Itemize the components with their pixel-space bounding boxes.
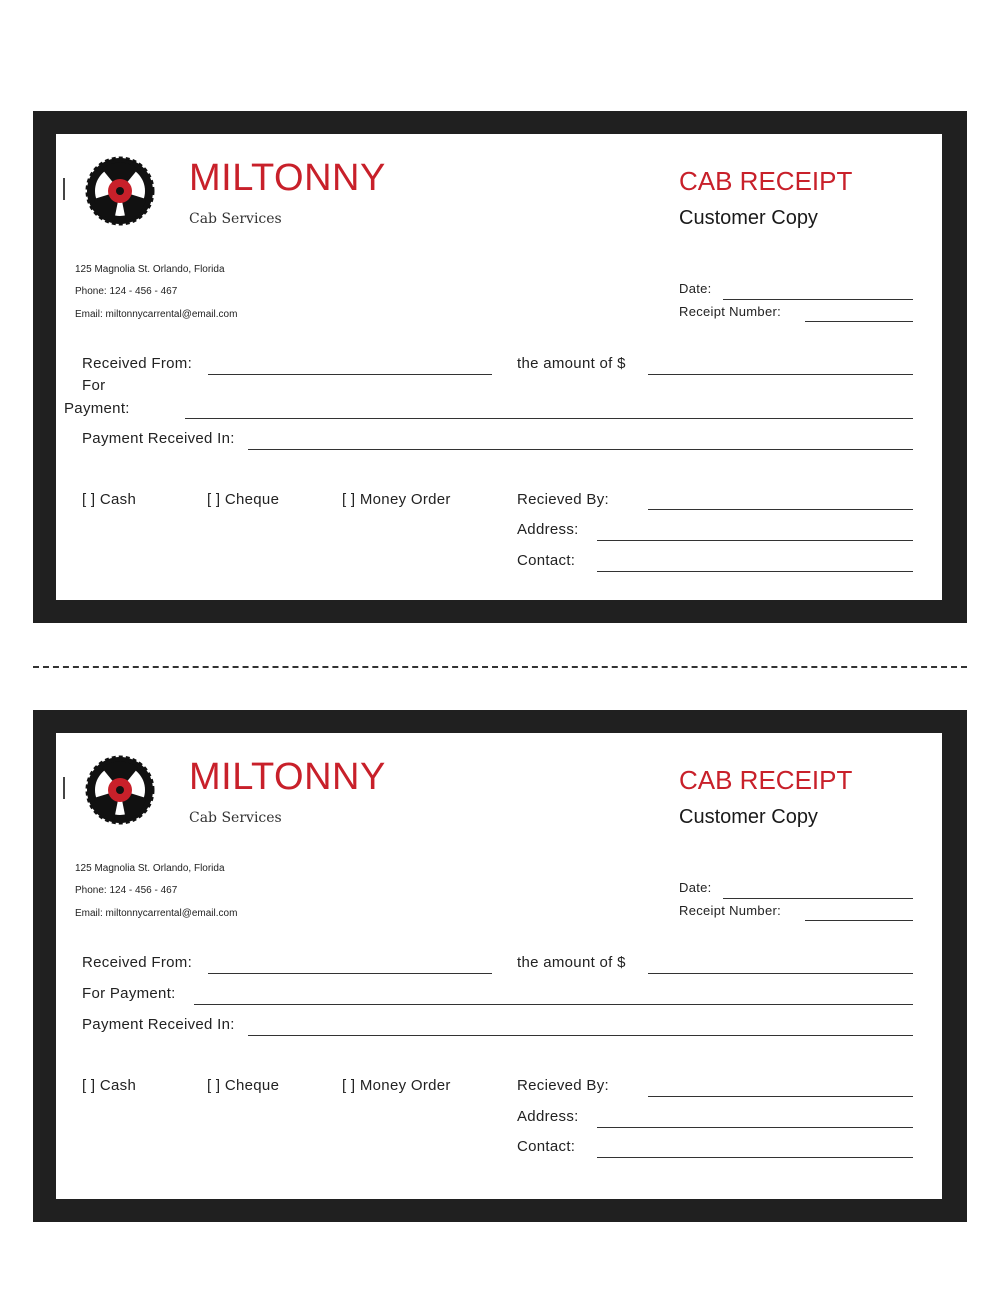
receipt-title: CAB RECEIPT — [679, 765, 853, 795]
company-name: MILTONNY — [189, 756, 386, 798]
amount-label: the amount of $ — [517, 355, 626, 372]
for-payment-label-line1: For — [82, 377, 106, 394]
contact-field[interactable] — [597, 1157, 913, 1158]
received-by-field[interactable] — [648, 509, 913, 510]
receipt-number-label: Receipt Number: — [679, 903, 782, 918]
copy-label: Customer Copy — [679, 207, 818, 229]
option-cheque[interactable]: [ ] Cheque — [207, 491, 280, 508]
receipt-title: CAB RECEIPT — [679, 166, 853, 196]
option-money-order[interactable]: [ ] Money Order — [342, 1077, 451, 1094]
received-from-field[interactable] — [208, 973, 492, 974]
for-payment-label: For Payment: — [82, 985, 176, 1002]
contact-field[interactable] — [597, 571, 913, 572]
receipt-customer-copy-2 — [0, 710, 1000, 1222]
address-field[interactable] — [597, 540, 913, 541]
receipt-number-field[interactable] — [805, 920, 913, 921]
receipt-customer-copy-1 — [0, 111, 1000, 623]
received-by-label: Recieved By: — [517, 1077, 609, 1094]
date-label: Date: — [679, 281, 712, 296]
wheel-logo-icon — [82, 155, 158, 227]
contact-label: Contact: — [517, 1138, 576, 1155]
amount-label: the amount of $ — [517, 954, 626, 971]
company-phone: Phone: 124 - 456 - 467 — [75, 885, 178, 896]
payment-received-in-field[interactable] — [248, 449, 913, 450]
option-cash[interactable]: [ ] Cash — [82, 491, 137, 508]
received-by-label: Recieved By: — [517, 491, 609, 508]
amount-field[interactable] — [648, 973, 913, 974]
date-field[interactable] — [723, 299, 913, 300]
address-field[interactable] — [597, 1127, 913, 1128]
text-cursor — [63, 178, 65, 200]
copy-label: Customer Copy — [679, 806, 818, 828]
payment-received-in-field[interactable] — [248, 1035, 913, 1036]
option-money-order[interactable]: [ ] Money Order — [342, 491, 451, 508]
text-cursor — [63, 777, 65, 799]
date-label: Date: — [679, 880, 712, 895]
wheel-logo-icon — [82, 754, 158, 826]
receipt-number-field[interactable] — [805, 321, 913, 322]
option-cheque[interactable]: [ ] Cheque — [207, 1077, 280, 1094]
address-label: Address: — [517, 521, 579, 538]
company-name: MILTONNY — [189, 157, 386, 199]
amount-field[interactable] — [648, 374, 913, 375]
company-address: 125 Magnolia St. Orlando, Florida — [75, 264, 225, 275]
company-email: Email: miltonnycarrental@email.com — [75, 309, 238, 320]
for-payment-label-line2: Payment: — [64, 400, 130, 417]
cut-line — [33, 666, 967, 668]
receipt-number-label: Receipt Number: — [679, 304, 782, 319]
company-address: 125 Magnolia St. Orlando, Florida — [75, 863, 225, 874]
company-tagline: Cab Services — [189, 211, 282, 227]
contact-label: Contact: — [517, 552, 576, 569]
payment-received-in-label: Payment Received In: — [82, 430, 235, 447]
for-payment-field[interactable] — [185, 418, 913, 419]
received-from-field[interactable] — [208, 374, 492, 375]
for-payment-field[interactable] — [194, 1004, 913, 1005]
received-from-label: Received From: — [82, 954, 193, 971]
received-by-field[interactable] — [648, 1096, 913, 1097]
company-tagline: Cab Services — [189, 810, 282, 826]
company-email: Email: miltonnycarrental@email.com — [75, 908, 238, 919]
address-label: Address: — [517, 1108, 579, 1125]
company-phone: Phone: 124 - 456 - 467 — [75, 286, 178, 297]
option-cash[interactable]: [ ] Cash — [82, 1077, 137, 1094]
received-from-label: Received From: — [82, 355, 193, 372]
date-field[interactable] — [723, 898, 913, 899]
payment-received-in-label: Payment Received In: — [82, 1016, 235, 1033]
